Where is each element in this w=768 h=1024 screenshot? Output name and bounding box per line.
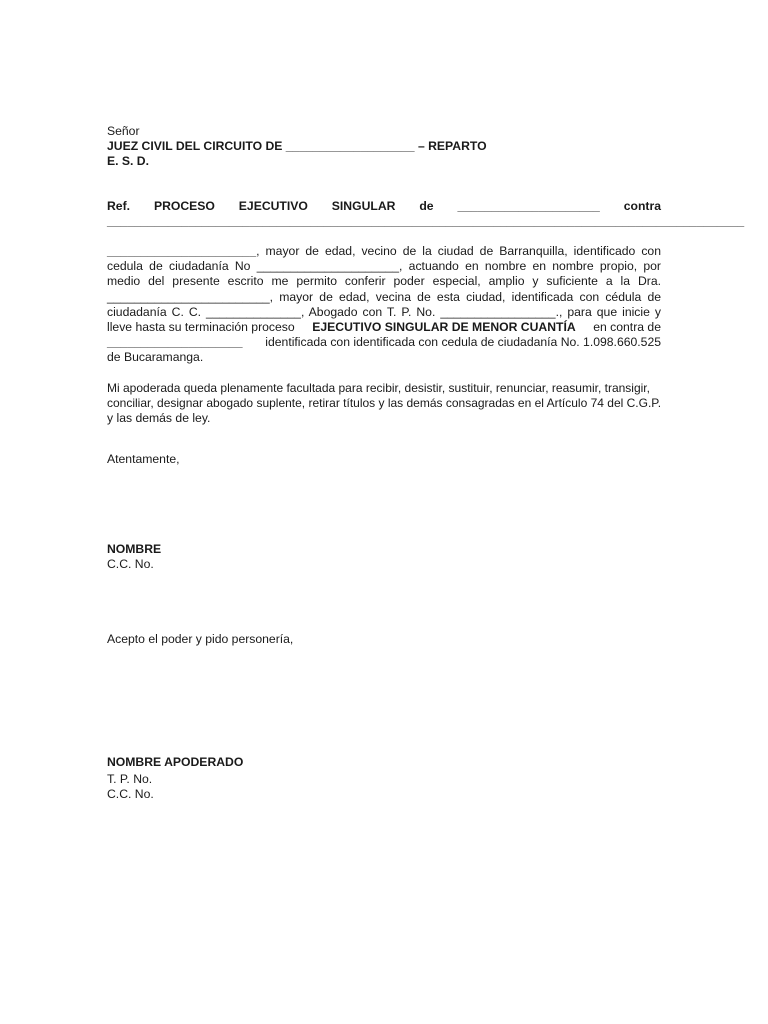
attorney-cc: C.C. No. xyxy=(107,787,154,801)
body-line-7-text: identificada con identificada con cedula de ciudadanía No. 1.098.660.525 xyxy=(265,335,661,349)
powers-line-2: conciliar, designar abogado suplente, retirar títulos y las demás consagradas en el Artículo 74 del C.G.P. xyxy=(107,396,662,410)
reference-blank-line: ______________________________________________________________________________________________ xyxy=(107,214,745,228)
defendant-blank: ____________________ xyxy=(107,335,243,349)
ref-blank: _____________________ xyxy=(457,199,600,213)
ref-label: Ref. xyxy=(107,199,131,213)
closing-regards: Atentamente, xyxy=(107,452,180,466)
esd-line: E. S. D. xyxy=(107,154,149,168)
body-line-8: de Bucaramanga. xyxy=(107,350,204,364)
body-line-6 xyxy=(107,320,661,335)
court-line: JUEZ CIVIL DEL CIRCUITO DE ___________________ – REPARTO xyxy=(107,139,487,153)
ref-word-contra: contra xyxy=(623,199,661,213)
body-line-4: ________________________, mayor de edad, vecina de esta ciudad, identificada con cédula de xyxy=(107,290,661,304)
ref-word-de: de xyxy=(419,199,434,213)
ref-word-ejecutivo: EJECUTIVO xyxy=(238,199,308,213)
attorney-signature-name: NOMBRE APODERADO xyxy=(107,755,244,769)
ref-word-singular: SINGULAR xyxy=(331,199,396,213)
body-line-6-pre: lleve hasta su terminación proceso xyxy=(107,320,295,334)
attorney-tp: T. P. No. xyxy=(107,772,153,786)
powers-line-3: y las demás de ley. xyxy=(107,411,211,425)
reference-line xyxy=(107,199,661,214)
acceptance-text: Acepto el poder y pido personería, xyxy=(107,632,294,646)
salutation: Señor xyxy=(107,124,140,138)
body-line-1-text: , mayor de edad, vecino de la ciudad de Barranquilla, identificado con xyxy=(256,244,661,258)
grantor-name-blank: ______________________ xyxy=(107,244,257,258)
body-line-7 xyxy=(107,335,661,350)
body-line-3: medio del presente escrito me permito conferir poder especial, amplio y suficiente a la Dra. xyxy=(107,274,661,288)
grantor-signature-cc: C.C. No. xyxy=(107,557,154,571)
ref-word-proceso: PROCESO xyxy=(153,199,215,213)
body-line-2: cedula de ciudadanía No _____________________, actuando en nombre en nombre propio, por xyxy=(107,259,661,273)
powers-line-1: Mi apoderada queda plenamente facultada para recibir, desistir, sustituir, renunciar, reasumir, transigir, xyxy=(107,381,650,395)
body-line-5: ciudadanía C. C. ______________, Abogado con T. P. No. _________________., para que inicie y xyxy=(107,305,661,319)
process-type: EJECUTIVO SINGULAR DE MENOR CUANTÍA xyxy=(312,320,576,334)
body-line-1 xyxy=(107,244,661,259)
body-line-6-post: en contra de xyxy=(593,320,661,334)
grantor-signature-name: NOMBRE xyxy=(107,542,162,556)
